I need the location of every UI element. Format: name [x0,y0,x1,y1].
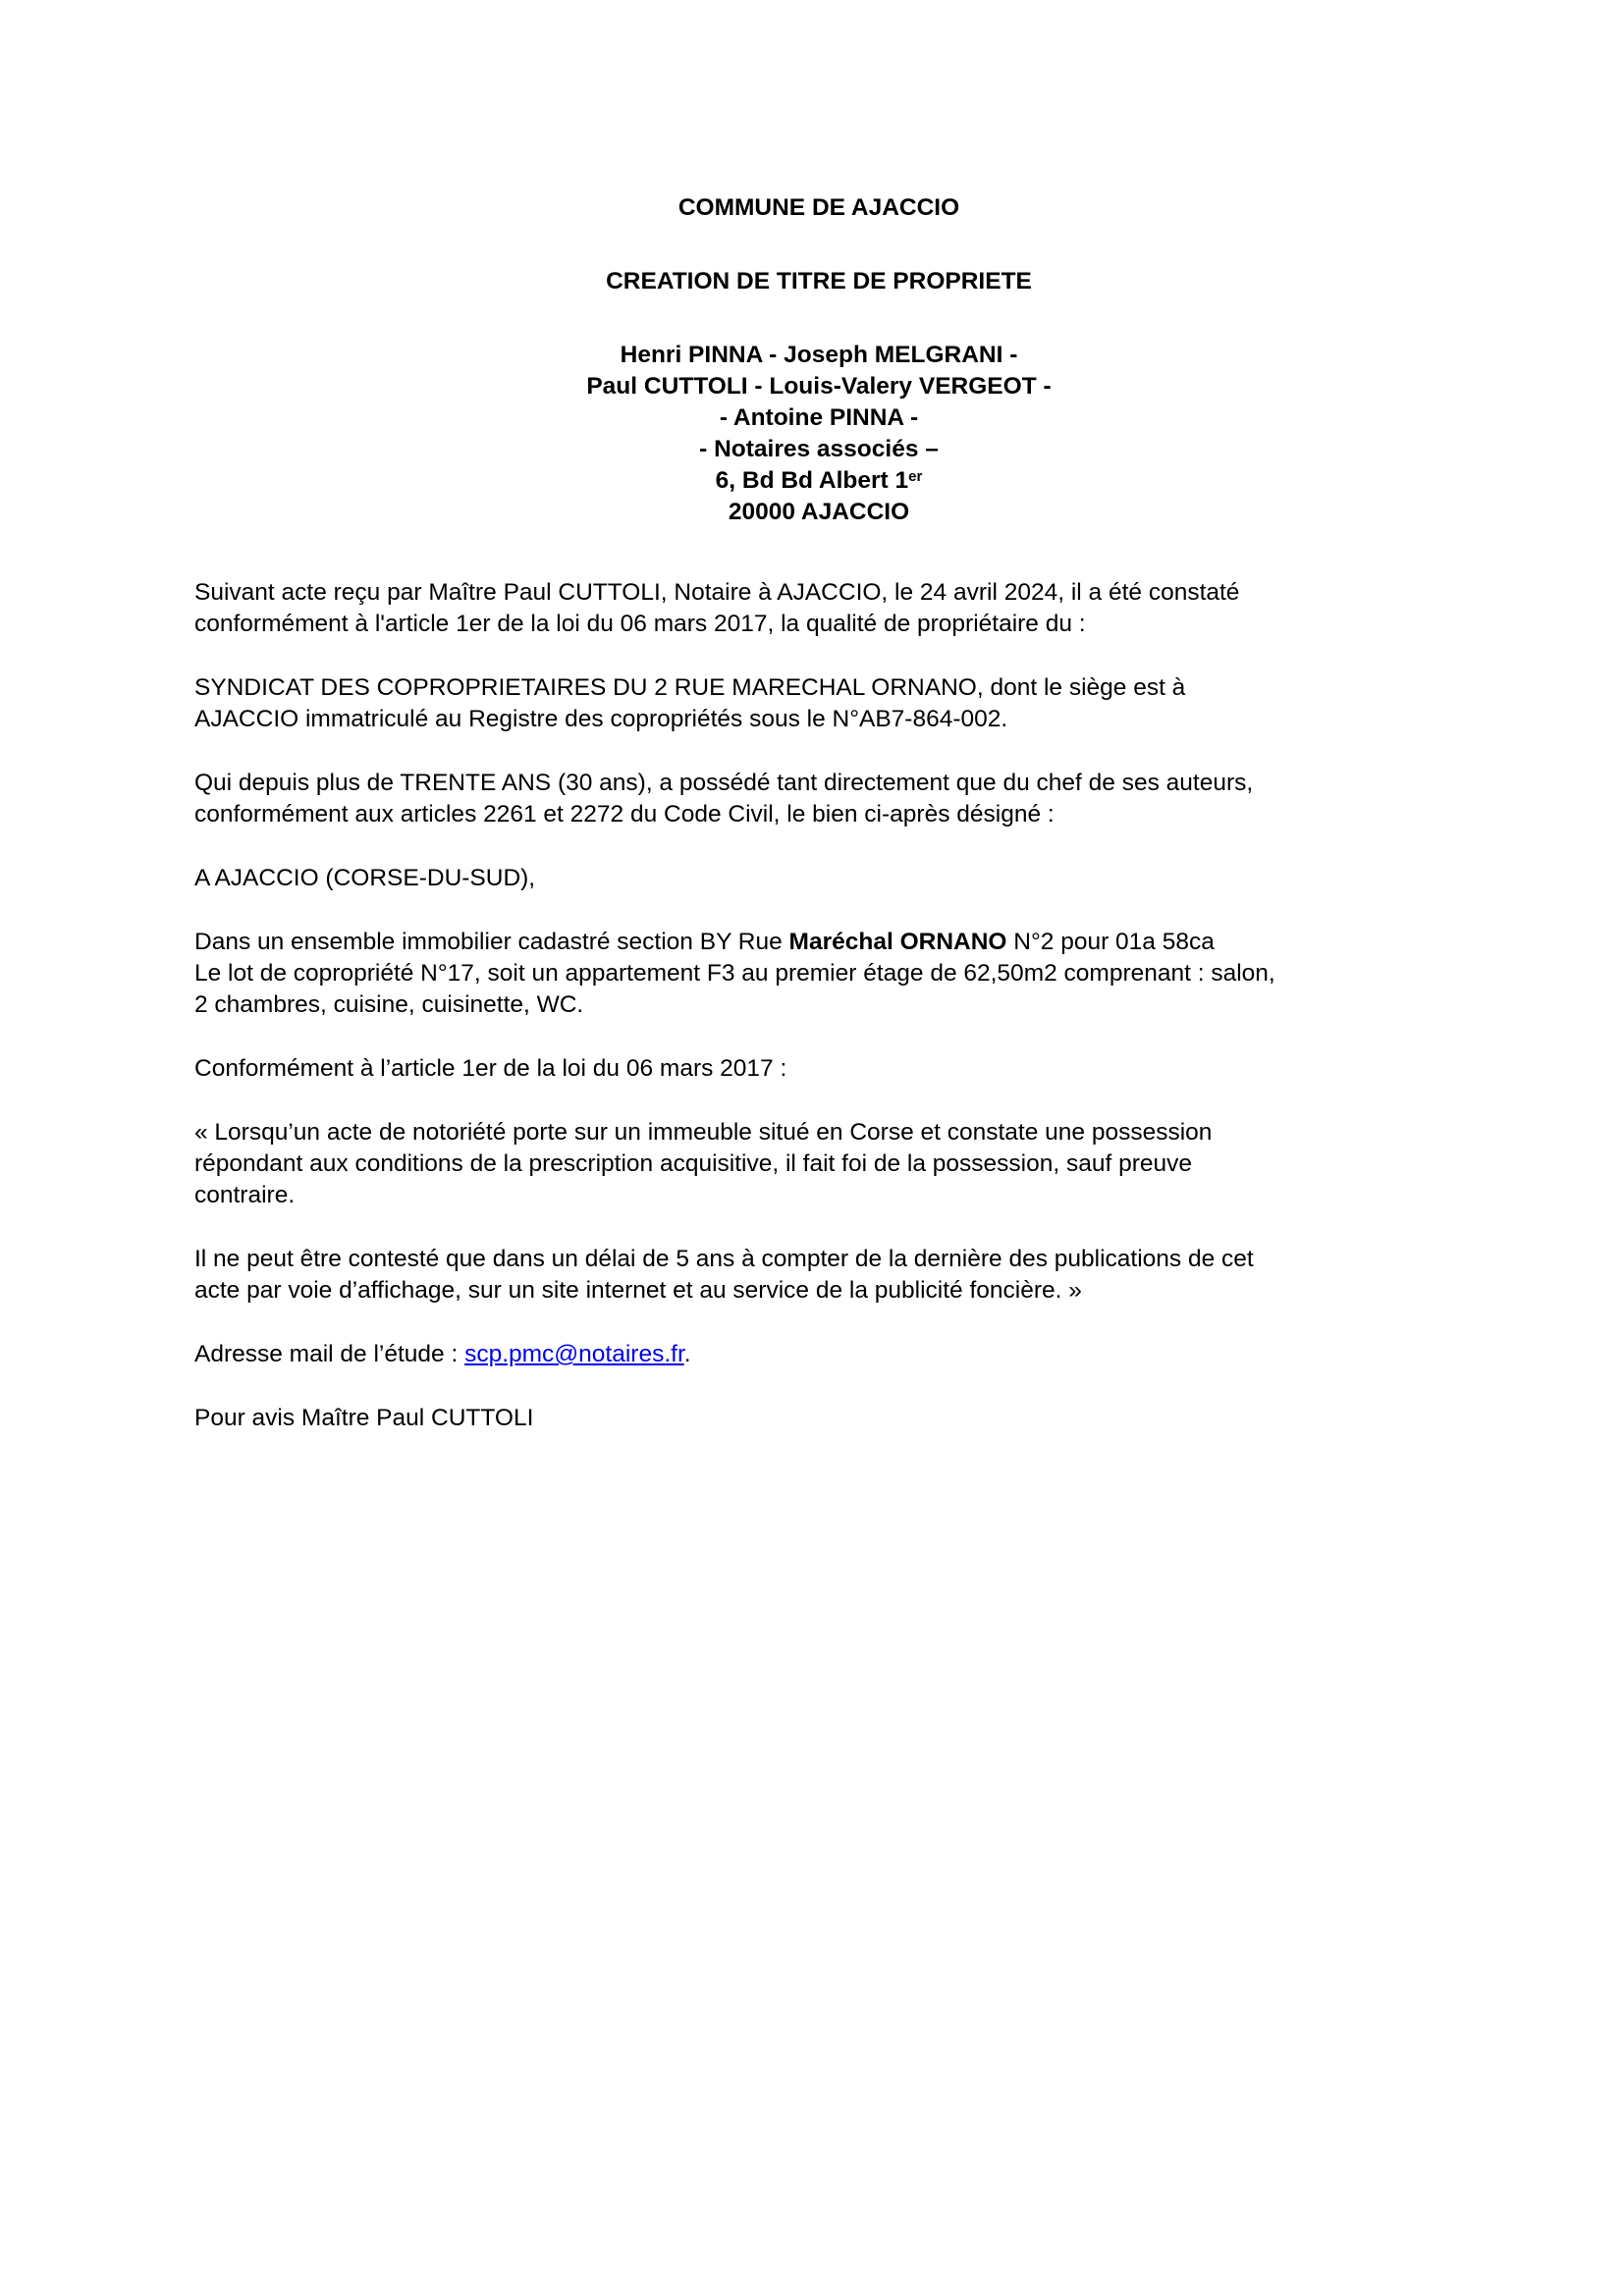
document-title: CREATION DE TITRE DE PROPRIETE [606,268,1032,294]
paragraph-email [194,1339,1461,1370]
paragraph-quote-1 [194,1117,1461,1211]
paragraph-possession [194,768,1461,830]
property-line-1-post: N°2 pour 01a 58ca [1006,929,1215,955]
office-address-street [0,465,1624,497]
property-line-1-pre: Dans un ensemble immobilier cadastré section BY Rue [194,929,789,955]
property-line-3: 2 chambres, cuisine, cuisinette, WC. [194,991,584,1018]
quote-2-line-1: Il ne peut être contesté que dans un délai de 5 ans à compter de la dernière des publications de cet [194,1246,1254,1272]
paragraph-quote-2 [194,1244,1461,1307]
paragraph-syndicat-line-2: AJACCIO immatriculé au Registre des copropriétés sous le N°AB7-864-002. [194,706,1008,732]
paragraph-acte-line-1: Suivant acte reçu par Maître Paul CUTTOLI, Notaire à AJACCIO, le 24 avril 2024, il a été constaté [194,579,1240,606]
notaries-line-4: - Notaires associés – [699,436,939,462]
property-street-name: Maréchal ORNANO [788,929,1007,955]
paragraph-location: A AJACCIO (CORSE-DU-SUD), [194,865,536,891]
paragraph-legal-reference: Conformément à l’article 1er de la loi du 06 mars 2017 : [194,1055,787,1082]
quote-1-line-1: « Lorsqu’un acte de notoriété porte sur un immeuble situé en Corse et constate une possession [194,1119,1213,1146]
email-link[interactable]: scp.pmc@notaires.fr [464,1341,684,1367]
notaries-line-3: - Antoine PINNA - [719,404,919,431]
notaries-line-1: Henri PINNA - Joseph MELGRANI - [620,342,1018,368]
paragraph-syndicat [194,672,1461,735]
document-header [0,192,1624,528]
commune-heading: COMMUNE DE AJACCIO [677,194,960,221]
paragraph-acte [194,577,1461,640]
paragraph-property-description [194,927,1461,1021]
paragraph-signature: Pour avis Maître Paul CUTTOLI [194,1405,534,1431]
document-body [194,577,1461,1467]
ordinal-suffix: er [908,468,923,485]
paragraph-possession-line-2: conformément aux articles 2261 et 2272 du Code Civil, le bien ci-après désigné : [194,801,1055,828]
quote-1-line-3: contraire. [194,1182,296,1208]
paragraph-possession-line-1: Qui depuis plus de TRENTE ANS (30 ans), a possédé tant directement que du chef de ses auteurs, [194,770,1254,796]
quote-2-line-2: acte par voie d’affichage, sur un site internet et au service de la publicité foncière. » [194,1277,1082,1304]
quote-1-line-2: répondant aux conditions de la prescription acquisitive, il fait foi de la possession, sauf preuve [194,1150,1192,1177]
notaries-line-2: Paul CUTTOLI - Louis-Valery VERGEOT - [586,373,1052,400]
office-address-city: 20000 AJACCIO [728,499,910,525]
paragraph-syndicat-line-1: SYNDICAT DES COPROPRIETAIRES DU 2 RUE MARECHAL ORNANO, dont le siège est à [194,674,1186,701]
property-line-2: Le lot de copropriété N°17, soit un appartement F3 au premier étage de 62,50m2 comprenant : salon, [194,960,1275,987]
email-label: Adresse mail de l’étude : [194,1341,465,1367]
office-address-street-text: 6, Bd Bd Albert 1 [715,467,909,494]
email-period: . [683,1341,691,1367]
paragraph-acte-line-2: conformément à l'article 1er de la loi du 06 mars 2017, la qualité de propriétaire du : [194,611,1086,637]
